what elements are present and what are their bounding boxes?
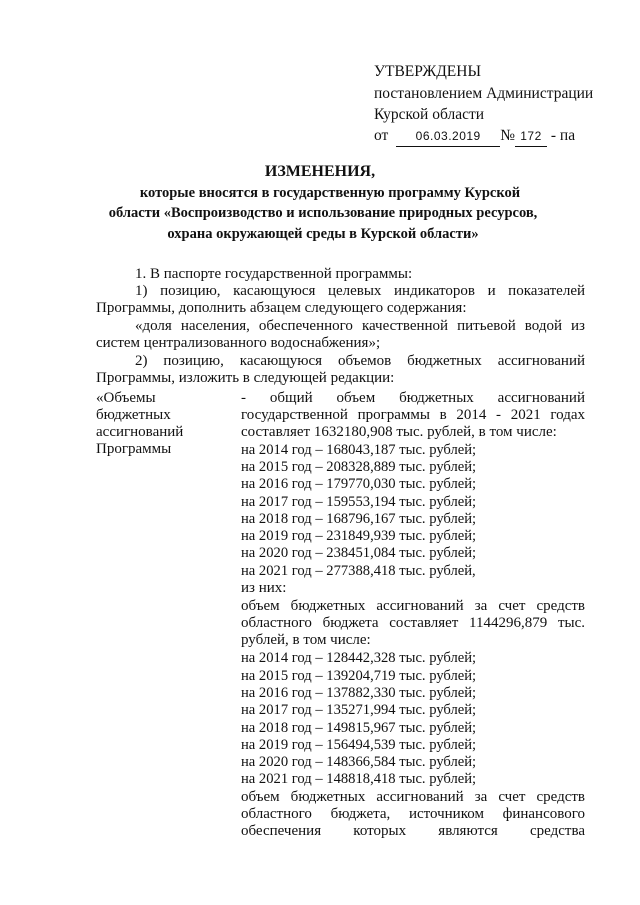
paragraph-3-line1: «доля населения, обеспеченного качественной питьевой водой из	[135, 318, 585, 334]
approval-from: от	[374, 127, 389, 144]
table-left-line2: бюджетных	[96, 407, 171, 423]
total-year-2018: на 2018 год – 168796,167 тыс. рублей;	[241, 511, 477, 527]
regional-year-2019: на 2019 год – 156494,539 тыс. рублей;	[241, 737, 477, 753]
table-left-line3: ассигнований	[96, 424, 184, 440]
total-year-2017: на 2017 год – 159553,194 тыс. рублей;	[241, 494, 477, 510]
regional-year-2016: на 2016 год – 137882,330 тыс. рублей;	[241, 685, 477, 701]
regional-year-2017: на 2017 год – 135271,994 тыс. рублей;	[241, 702, 477, 718]
regional-year-2014: на 2014 год – 128442,328 тыс. рублей;	[241, 650, 477, 666]
paragraph-1: 1. В паспорте государственной программы:	[135, 266, 413, 282]
of-them-label: из них:	[241, 580, 287, 596]
funding-intro-line3: составляет 1632180,908 тыс. рублей, в том числе:	[241, 424, 557, 440]
approval-label: УТВЕРЖДЕНЫ	[374, 63, 481, 80]
source-line1: объем бюджетных ассигнований за счет средств	[241, 789, 585, 805]
approval-number: 172	[520, 129, 542, 143]
paragraph-2-line2: Программы, дополнить абзацем следующего содержания:	[96, 300, 467, 316]
regional-line3: рублей, в том числе:	[241, 632, 371, 648]
document-subtitle-line1: которые вносятся в государственную программу Курской	[139, 185, 521, 201]
total-year-2014: на 2014 год – 168043,187 тыс. рублей;	[241, 442, 477, 458]
approval-region: Курской области	[374, 106, 485, 123]
total-year-2021: на 2021 год – 277388,418 тыс. рублей,	[241, 563, 476, 579]
table-left-line4: Программы	[96, 441, 172, 457]
source-line3: обеспечения которых являются средства	[241, 823, 585, 839]
document-title: ИЗМЕНЕНИЯ,	[264, 163, 376, 180]
paragraph-4-line2: Программы, изложить в следующей редакции:	[96, 370, 395, 386]
regional-year-2020: на 2020 год – 148366,584 тыс. рублей;	[241, 754, 477, 770]
approval-authority: постановлением Администрации	[374, 85, 594, 102]
total-year-2015: на 2015 год – 208328,889 тыс. рублей;	[241, 459, 477, 475]
approval-date-field	[396, 126, 500, 147]
paragraph-4-line1: 2) позицию, касающуюся объемов бюджетных ассигнований	[135, 353, 585, 369]
document-subtitle-line3: охрана окружающей среды в Курской области»	[167, 226, 479, 242]
funding-intro-line2: государственной программы в 2014 - 2021 годах	[241, 407, 585, 423]
document-subtitle-line2: области «Воспроизводство и использование природных ресурсов,	[108, 205, 538, 221]
paragraph-2-line1: 1) позицию, касающуюся целевых индикаторов и показателей	[135, 283, 585, 299]
approval-suffix: - па	[550, 127, 576, 144]
regional-year-2018: на 2018 год – 149815,967 тыс. рублей;	[241, 720, 477, 736]
approval-date-line	[374, 126, 575, 147]
total-year-2020: на 2020 год – 238451,084 тыс. рублей;	[241, 545, 477, 561]
regional-line1: объем бюджетных ассигнований за счет средств	[241, 598, 585, 614]
funding-intro-line1: - общий объем бюджетных ассигнований	[241, 390, 585, 406]
total-year-2016: на 2016 год – 179770,030 тыс. рублей;	[241, 476, 477, 492]
paragraph-3-line2: систем централизованного водоснабжения»;	[96, 335, 381, 351]
regional-line2: областного бюджета составляет 1144296,879 тыс.	[241, 615, 585, 631]
table-left-line1: «Объемы	[96, 390, 156, 406]
approval-number-field	[515, 126, 547, 147]
regional-year-2015: на 2015 год – 139204,719 тыс. рублей;	[241, 668, 477, 684]
regional-year-2021: на 2021 год – 148818,418 тыс. рублей;	[241, 771, 477, 787]
total-year-2019: на 2019 год – 231849,939 тыс. рублей;	[241, 528, 477, 544]
source-line2: областного бюджета, источником финансового	[241, 806, 585, 822]
approval-number-sign: №	[500, 127, 515, 144]
approval-date: 06.03.2019	[415, 129, 481, 143]
